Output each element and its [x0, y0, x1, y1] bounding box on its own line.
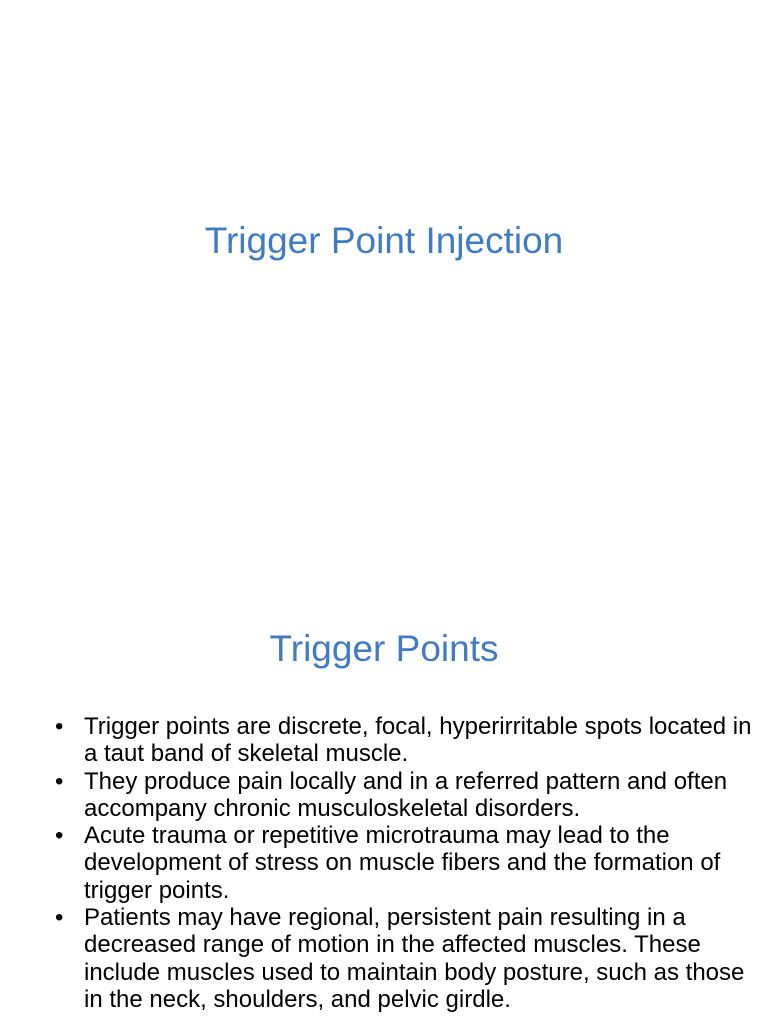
- bullet-item: [55, 768, 755, 823]
- bullet-text: Acute trauma or repetitive microtrauma may lead to the development of stress on muscle fibers and the formation of trigger points.: [84, 822, 721, 904]
- bullet-item: [55, 822, 755, 904]
- bullet-item: [55, 713, 755, 768]
- bullet-text: They produce pain locally and in a referred pattern and often accompany chronic musculoskeletal disorders.: [84, 767, 728, 822]
- bullet-text: Patients may have regional, persistent pain resulting in a decreased range of motion in the affected muscles. These include muscles used to maintain body posture, such as those in the neck, shoulders, and pelvic girdle.: [84, 904, 745, 1013]
- bullet-icon: •: [55, 904, 64, 932]
- slide-heading: Trigger Points: [269, 628, 499, 669]
- bullet-icon: •: [55, 713, 64, 740]
- bullet-item: [55, 904, 755, 1013]
- bullet-icon: •: [55, 822, 64, 850]
- bullet-text: Trigger points are discrete, focal, hyperirritable spots located in a taut band of skeletal muscle.: [84, 713, 752, 768]
- bullet-list: [55, 713, 755, 1013]
- slide-title: Trigger Point Injection: [204, 220, 564, 261]
- bullet-icon: •: [55, 767, 64, 795]
- slide-trigger-points: [0, 576, 768, 1024]
